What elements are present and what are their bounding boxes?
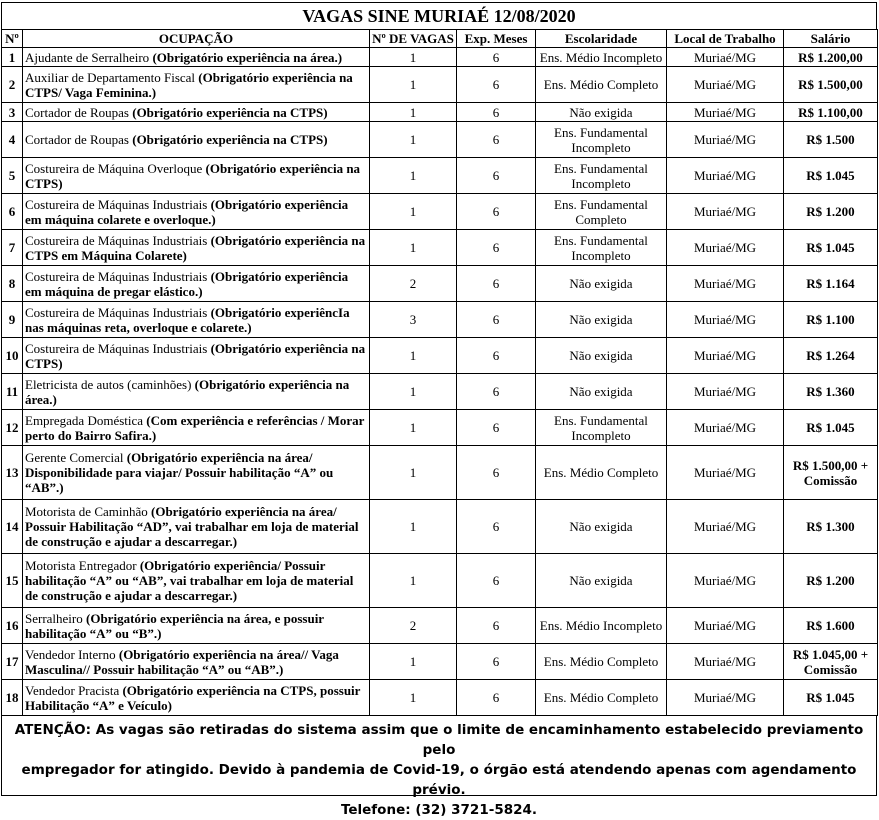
header-salary: Salário (784, 30, 878, 48)
experience-cell: 6 (457, 410, 536, 446)
occupation-name: Cortador de Roupas (25, 132, 129, 147)
attention-notice (1, 716, 877, 818)
row-number: 10 (2, 338, 23, 374)
row-number: 3 (2, 103, 23, 122)
table-row (2, 554, 878, 608)
vacancies-cell: 1 (370, 338, 457, 374)
occupation-requirements: (Obrigatório experiência na CTPS) (132, 104, 328, 120)
table-header-row (2, 30, 878, 48)
occupation-requirements: (Obrigatório experiência na CTPS, possuir Habilitação “A” e Veículo) (25, 682, 361, 713)
location-cell: Muriaé/MG (667, 194, 784, 230)
vacancies-cell: 1 (370, 500, 457, 554)
occupation-cell (23, 608, 370, 644)
notice-phone: Telefone: (32) 3721-5824. (340, 802, 538, 818)
education-cell: Ens. Fundamental Incompleto (536, 230, 667, 266)
education-cell: Ens. Médio Incompleto (536, 608, 667, 644)
occupation-name: Gerente Comercial (25, 450, 124, 465)
location-cell: Muriaé/MG (667, 103, 784, 122)
location-cell: Muriaé/MG (667, 266, 784, 302)
occupation-requirements: (Obrigatório experiência na CTPS) (25, 160, 361, 191)
experience-cell: 6 (457, 338, 536, 374)
occupation-requirements: (Obrigatório experiência na área/ Disponibilidade para viajar/ Possuir habilitação “A” ou “AB”.) (25, 450, 334, 495)
header-experience: Exp. Meses (457, 30, 536, 48)
row-number: 17 (2, 644, 23, 680)
occupation-requirements: (Obrigatório experiência em máquina de pregar elástico.) (25, 268, 349, 299)
location-cell: Muriaé/MG (667, 374, 784, 410)
table-row (2, 194, 878, 230)
occupation-name: Costureira de Máquinas Industriais (25, 196, 208, 212)
occupation-name: Auxiliar de Departamento Fiscal (25, 69, 196, 85)
experience-cell: 6 (457, 122, 536, 158)
occupation-requirements: (Obrigatório experiência na área// Vaga Masculina// Possuir habilitação “A” ou “AB”.) (25, 646, 339, 677)
location-cell: Muriaé/MG (667, 500, 784, 554)
row-number: 9 (2, 302, 23, 338)
experience-cell: 6 (457, 67, 536, 103)
occupation-cell (23, 194, 370, 230)
experience-cell: 6 (457, 266, 536, 302)
vacancies-cell: 1 (370, 410, 457, 446)
notice-line-2: empregador for atingido. Devido à pandemia de Covid-19, o órgão está atendendo apenas com agendamento prévio. (21, 762, 857, 798)
notice-line-1: ATENÇÃO: As vagas são retiradas do sistema assim que o limite de encaminhamento estabelecido previamento pelo (14, 722, 864, 758)
vacancies-cell: 1 (370, 158, 457, 194)
education-cell: Ens. Fundamental Incompleto (536, 158, 667, 194)
vacancies-cell: 2 (370, 608, 457, 644)
occupation-requirements: (Obrigatório experiência na área, e possuir habilitação “A” ou “B”.) (25, 610, 324, 641)
occupation-requirements: (Obrigatório experiência na CTPS em Máquina Colarete) (25, 232, 366, 263)
vacancies-cell: 1 (370, 194, 457, 230)
row-number: 7 (2, 230, 23, 266)
salary-cell: R$ 1.600 (784, 608, 878, 644)
location-cell: Muriaé/MG (667, 158, 784, 194)
jobs-table (1, 29, 878, 716)
experience-cell: 6 (457, 500, 536, 554)
location-cell: Muriaé/MG (667, 48, 784, 67)
occupation-cell (23, 500, 370, 554)
row-number: 11 (2, 374, 23, 410)
occupation-name: Costureira de Máquinas Industriais (25, 232, 208, 248)
salary-cell: R$ 1.360 (784, 374, 878, 410)
occupation-name: Eletricista de autos (caminhões) (25, 376, 192, 392)
location-cell: Muriaé/MG (667, 230, 784, 266)
occupation-cell (23, 338, 370, 374)
row-number: 14 (2, 500, 23, 554)
occupation-name: Cortador de Roupas (25, 104, 129, 120)
table-row (2, 374, 878, 410)
table-row (2, 158, 878, 194)
location-cell: Muriaé/MG (667, 680, 784, 716)
occupation-requirements: (Obrigatório experiência na área/ Possuir Habilitação “AD”, vai trabalhar em loja de material de construção e ajudar a descarregar.) (25, 504, 359, 549)
experience-cell: 6 (457, 446, 536, 500)
occupation-name: Motorista de Caminhão (25, 504, 148, 519)
row-number: 6 (2, 194, 23, 230)
table-row (2, 608, 878, 644)
table-row (2, 266, 878, 302)
occupation-cell (23, 410, 370, 446)
location-cell: Muriaé/MG (667, 410, 784, 446)
job-listing-sheet (1, 2, 877, 818)
row-number: 1 (2, 48, 23, 67)
salary-cell: R$ 1.500 (784, 122, 878, 158)
row-number: 16 (2, 608, 23, 644)
row-number: 2 (2, 67, 23, 103)
vacancies-cell: 1 (370, 644, 457, 680)
education-cell: Não exigida (536, 266, 667, 302)
occupation-name: Costureira de Máquinas Industriais (25, 340, 208, 356)
table-row (2, 338, 878, 374)
salary-cell: R$ 1.045 (784, 230, 878, 266)
occupation-requirements: (Obrigatório experiência/ Possuir habilitação “A” ou “AB”, vai trabalhar em loja de material de construção e ajudar a descarregar.) (25, 558, 354, 603)
vacancies-cell: 1 (370, 230, 457, 266)
row-number: 18 (2, 680, 23, 716)
occupation-requirements: (Obrigatório experiência na CTPS) (25, 340, 366, 371)
experience-cell: 6 (457, 302, 536, 338)
experience-cell: 6 (457, 608, 536, 644)
occupation-cell (23, 302, 370, 338)
vacancies-cell: 2 (370, 266, 457, 302)
education-cell: Não exigida (536, 302, 667, 338)
salary-cell: R$ 1.045,00 + Comissão (784, 644, 878, 680)
table-row (2, 48, 878, 67)
salary-cell: R$ 1.300 (784, 500, 878, 554)
header-education: Escolaridade (536, 30, 667, 48)
occupation-cell (23, 266, 370, 302)
occupation-name: Serralheiro (25, 610, 83, 626)
salary-cell: R$ 1.264 (784, 338, 878, 374)
location-cell: Muriaé/MG (667, 122, 784, 158)
table-row (2, 500, 878, 554)
location-cell: Muriaé/MG (667, 446, 784, 500)
education-cell: Não exigida (536, 500, 667, 554)
vacancies-cell: 1 (370, 103, 457, 122)
salary-cell: R$ 1.045 (784, 680, 878, 716)
table-row (2, 644, 878, 680)
education-cell: Ens. Médio Completo (536, 67, 667, 103)
education-cell: Ens. Fundamental Incompleto (536, 410, 667, 446)
occupation-name: Vendedor Pracista (25, 682, 120, 698)
row-number: 15 (2, 554, 23, 608)
experience-cell: 6 (457, 680, 536, 716)
experience-cell: 6 (457, 158, 536, 194)
row-number: 4 (2, 122, 23, 158)
experience-cell: 6 (457, 554, 536, 608)
occupation-requirements: (Obrigatório experiência na CTPS/ Vaga Feminina.) (25, 69, 353, 100)
location-cell: Muriaé/MG (667, 338, 784, 374)
education-cell: Ens. Médio Completo (536, 644, 667, 680)
occupation-requirements: (Obrigatório experiência na CTPS) (132, 132, 328, 147)
occupation-requirements: (Obrigatório experiência em máquina colarete e overloque.) (25, 196, 349, 227)
row-number: 12 (2, 410, 23, 446)
occupation-cell (23, 230, 370, 266)
education-cell: Ens. Fundamental Completo (536, 194, 667, 230)
experience-cell: 6 (457, 194, 536, 230)
occupation-name: Ajudante de Serralheiro (25, 49, 150, 65)
occupation-cell (23, 644, 370, 680)
occupation-name: Costureira de Máquinas Industriais (25, 268, 208, 284)
education-cell: Não exigida (536, 374, 667, 410)
occupation-cell (23, 374, 370, 410)
education-cell: Ens. Médio Completo (536, 680, 667, 716)
occupation-requirements: (Obrigatório experiência na área.) (25, 376, 350, 407)
education-cell: Não exigida (536, 103, 667, 122)
salary-cell: R$ 1.100,00 (784, 103, 878, 122)
vacancies-cell: 1 (370, 446, 457, 500)
occupation-name: Motorista Entregador (25, 558, 137, 573)
header-location: Local de Trabalho (667, 30, 784, 48)
vacancies-cell: 1 (370, 122, 457, 158)
table-row (2, 410, 878, 446)
occupation-requirements: (Obrigatório experiência na área.) (152, 49, 343, 65)
salary-cell: R$ 1.500,00 (784, 67, 878, 103)
education-cell: Ens. Médio Incompleto (536, 48, 667, 67)
row-number: 8 (2, 266, 23, 302)
salary-cell: R$ 1.500,00 + Comissão (784, 446, 878, 500)
education-cell: Ens. Médio Completo (536, 446, 667, 500)
table-row (2, 446, 878, 500)
occupation-cell (23, 680, 370, 716)
experience-cell: 6 (457, 644, 536, 680)
vacancies-cell: 1 (370, 48, 457, 67)
education-cell: Não exigida (536, 554, 667, 608)
table-row (2, 230, 878, 266)
salary-cell: R$ 1.200 (784, 194, 878, 230)
occupation-name: Costureira de Máquinas Industriais (25, 304, 208, 320)
occupation-cell (23, 103, 370, 122)
vacancies-cell: 1 (370, 680, 457, 716)
page-title: VAGAS SINE MURIAÉ 12/08/2020 (1, 2, 877, 29)
occupation-name: Empregada Doméstica (25, 412, 144, 428)
occupation-cell (23, 554, 370, 608)
header-num: Nº (2, 30, 23, 48)
location-cell: Muriaé/MG (667, 554, 784, 608)
experience-cell: 6 (457, 103, 536, 122)
table-row (2, 122, 878, 158)
occupation-name: Costureira de Máquina Overloque (25, 160, 203, 176)
occupation-cell (23, 122, 370, 158)
vacancies-cell: 1 (370, 554, 457, 608)
table-row (2, 680, 878, 716)
row-number: 5 (2, 158, 23, 194)
location-cell: Muriaé/MG (667, 608, 784, 644)
salary-cell: R$ 1.200,00 (784, 48, 878, 67)
education-cell: Não exigida (536, 338, 667, 374)
vacancies-cell: 1 (370, 67, 457, 103)
header-occupation: OCUPAÇÃO (23, 30, 370, 48)
salary-cell: R$ 1.045 (784, 158, 878, 194)
vacancies-cell: 1 (370, 374, 457, 410)
table-row (2, 103, 878, 122)
salary-cell: R$ 1.164 (784, 266, 878, 302)
occupation-cell (23, 48, 370, 67)
experience-cell: 6 (457, 48, 536, 67)
row-number: 13 (2, 446, 23, 500)
location-cell: Muriaé/MG (667, 644, 784, 680)
occupation-requirements: (Com experiência e referências / Morar perto do Bairro Safira.) (25, 412, 365, 443)
vacancies-cell: 3 (370, 302, 457, 338)
occupation-cell (23, 158, 370, 194)
salary-cell: R$ 1.045 (784, 410, 878, 446)
education-cell: Ens. Fundamental Incompleto (536, 122, 667, 158)
occupation-cell (23, 67, 370, 103)
salary-cell: R$ 1.100 (784, 302, 878, 338)
table-row (2, 302, 878, 338)
occupation-name: Vendedor Interno (25, 646, 116, 662)
occupation-requirements: (Obrigatório experiêncIa nas máquinas reta, overloque e colarete.) (25, 304, 350, 335)
table-body (2, 48, 878, 716)
location-cell: Muriaé/MG (667, 67, 784, 103)
table-row (2, 67, 878, 103)
location-cell: Muriaé/MG (667, 302, 784, 338)
occupation-cell (23, 446, 370, 500)
experience-cell: 6 (457, 230, 536, 266)
experience-cell: 6 (457, 374, 536, 410)
salary-cell: R$ 1.200 (784, 554, 878, 608)
header-vacancies: Nº DE VAGAS (370, 30, 457, 48)
